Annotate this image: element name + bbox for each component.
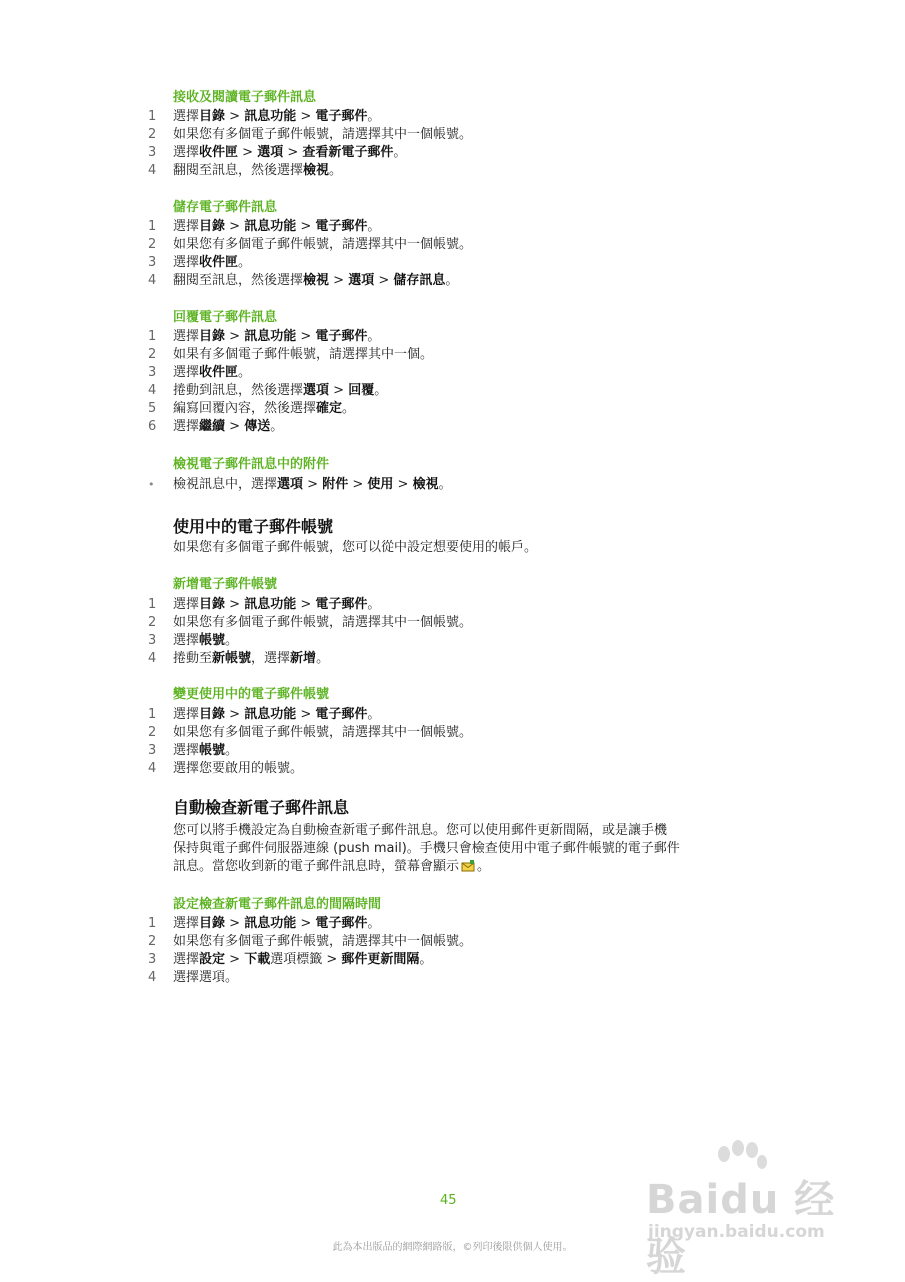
step-number: 1 (148, 707, 157, 722)
step-text: 選擇設定 > 下載選項標籤 > 郵件更新間隔。 (173, 952, 433, 967)
step-text: 選擇目錄 > 訊息功能 > 電子郵件。 (173, 916, 381, 931)
step-item (0, 706, 905, 724)
step-text: 選擇目錄 > 訊息功能 > 電子郵件。 (173, 597, 381, 612)
step-item (0, 418, 905, 436)
step-text: 檢視訊息中，選擇選項 > 附件 > 使用 > 檢視。 (173, 477, 452, 492)
section-title-interval: 設定檢查新電子郵件訊息的間隔時間 (173, 897, 382, 912)
step-number: 6 (148, 419, 157, 434)
step-item (0, 236, 905, 254)
step-number: 3 (148, 743, 157, 758)
step-number: 2 (148, 934, 157, 949)
step-text: 如果有多個電子郵件帳號，請選擇其中一個。 (173, 347, 434, 362)
step-number: 5 (148, 401, 157, 416)
step-number: 2 (148, 615, 157, 630)
step-item (0, 346, 905, 364)
step-item (0, 933, 905, 951)
step-item (0, 596, 905, 614)
step-item (0, 382, 905, 400)
step-item (0, 650, 905, 668)
step-item (0, 614, 905, 632)
step-item (0, 328, 905, 346)
step-text: 捲動至新帳號，選擇新增。 (173, 651, 330, 666)
baidu-watermark-logo (640, 1140, 860, 1280)
step-number: 3 (148, 145, 157, 160)
step-text: 選擇帳號。 (173, 633, 239, 648)
step-text: 翻閱至訊息，然後選擇檢視。 (173, 163, 343, 178)
section-title-add-account: 新增電子郵件帳號 (173, 577, 278, 592)
step-text: 選擇收件匣 > 選項 > 查看新電子郵件。 (173, 145, 407, 160)
step-number: 4 (148, 383, 157, 398)
step-number: 2 (148, 237, 157, 252)
step-item (0, 126, 905, 144)
para-line-3-text: 訊息。當您收到新的電子郵件訊息時，螢幕會顯示 (173, 859, 460, 874)
step-text: 選擇目錄 > 訊息功能 > 電子郵件。 (173, 219, 381, 234)
step-text: 如果您有多個電子郵件帳號，請選擇其中一個帳號。 (173, 615, 473, 630)
step-number: 4 (148, 273, 157, 288)
para-line-3-end: 。 (477, 859, 491, 874)
heading-active-account: 使用中的電子郵件帳號 (173, 517, 334, 536)
section-title-receive: 接收及閱讀電子郵件訊息 (173, 90, 317, 105)
step-text: 如果您有多個電子郵件帳號，請選擇其中一個帳號。 (173, 237, 473, 252)
step-number: 1 (148, 109, 157, 124)
step-number: 1 (148, 597, 157, 612)
steps-save (0, 218, 905, 290)
step-text: 如果您有多個電子郵件帳號，請選擇其中一個帳號。 (173, 127, 473, 142)
step-text: 選擇目錄 > 訊息功能 > 電子郵件。 (173, 329, 381, 344)
step-number: 2 (148, 725, 157, 740)
step-item (0, 915, 905, 933)
step-number: 2 (148, 347, 157, 362)
step-item (0, 742, 905, 760)
step-item (0, 724, 905, 742)
steps-change-account (0, 706, 905, 778)
section-title-reply: 回覆電子郵件訊息 (173, 310, 278, 325)
steps-interval (0, 915, 905, 987)
step-item (0, 400, 905, 418)
step-item (0, 254, 905, 272)
footer-notice: 此為本出版品的網際網路版，©列印後限供個人使用。 (332, 1242, 573, 1253)
heading-auto-check: 自動檢查新電子郵件訊息 (173, 798, 350, 817)
watermark-url: jingyan.baidu.com (648, 1222, 825, 1242)
step-number: 1 (148, 329, 157, 344)
step-text: 捲動到訊息，然後選擇選項 > 回覆。 (173, 383, 388, 398)
step-item (0, 969, 905, 987)
step-item (0, 951, 905, 969)
para-active-account: 如果您有多個電子郵件帳號，您可以從中設定想要使用的帳戶。 (173, 540, 538, 555)
step-text: 選擇收件匣。 (173, 365, 252, 380)
new-email-icon (461, 860, 475, 872)
section-title-change-account: 變更使用中的電子郵件帳號 (173, 687, 330, 702)
step-item (0, 108, 905, 126)
step-number: 3 (148, 952, 157, 967)
step-number: 3 (148, 365, 157, 380)
step-item (0, 162, 905, 180)
page-number: 45 (440, 1193, 457, 1208)
step-text: 選擇帳號。 (173, 743, 239, 758)
step-item (0, 632, 905, 650)
step-number: 4 (148, 970, 157, 985)
step-text: 如果您有多個電子郵件帳號，請選擇其中一個帳號。 (173, 934, 473, 949)
step-text: 選擇選項。 (173, 970, 239, 985)
step-text: 編寫回覆內容，然後選擇確定。 (173, 401, 356, 416)
step-number: 2 (148, 127, 157, 142)
step-text: 如果您有多個電子郵件帳號，請選擇其中一個帳號。 (173, 725, 473, 740)
step-text: 選擇您要啟用的帳號。 (173, 761, 304, 776)
step-number: 4 (148, 163, 157, 178)
section-title-save: 儲存電子郵件訊息 (173, 200, 278, 215)
step-text: 選擇目錄 > 訊息功能 > 電子郵件。 (173, 707, 381, 722)
step-text: 選擇繼續 > 傳送。 (173, 419, 284, 434)
step-item (0, 476, 905, 494)
para-line-2: 保持與電子郵件伺服器連線 (push mail)。手機只會檢查使用中電子郵件帳號的電子郵件 (173, 841, 680, 856)
step-number: 1 (148, 916, 157, 931)
step-number: 3 (148, 255, 157, 270)
steps-receive (0, 108, 905, 180)
step-number: 3 (148, 633, 157, 648)
step-text: 選擇收件匣。 (173, 255, 252, 270)
steps-reply (0, 328, 905, 436)
step-item (0, 760, 905, 778)
step-text: 選擇目錄 > 訊息功能 > 電子郵件。 (173, 109, 381, 124)
para-line-1: 您可以將手機設定為自動檢查新電子郵件訊息。您可以使用郵件更新間隔，或是讓手機 (173, 823, 668, 838)
watermark-logo-text: Baidu 经验 (646, 1177, 836, 1280)
section-title-attachments: 檢視電子郵件訊息中的附件 (173, 457, 330, 472)
step-item (0, 364, 905, 382)
steps-attachments (0, 476, 905, 494)
step-item (0, 218, 905, 236)
step-text: 翻閱至訊息，然後選擇檢視 > 選項 > 儲存訊息。 (173, 273, 459, 288)
step-number: 4 (148, 761, 157, 776)
step-number: 1 (148, 219, 157, 234)
step-number: • (148, 478, 155, 491)
para-line-3 (173, 858, 680, 876)
para-auto-check (173, 822, 680, 876)
step-number: 4 (148, 651, 157, 666)
steps-add-account (0, 596, 905, 668)
step-item (0, 272, 905, 290)
step-item (0, 144, 905, 162)
